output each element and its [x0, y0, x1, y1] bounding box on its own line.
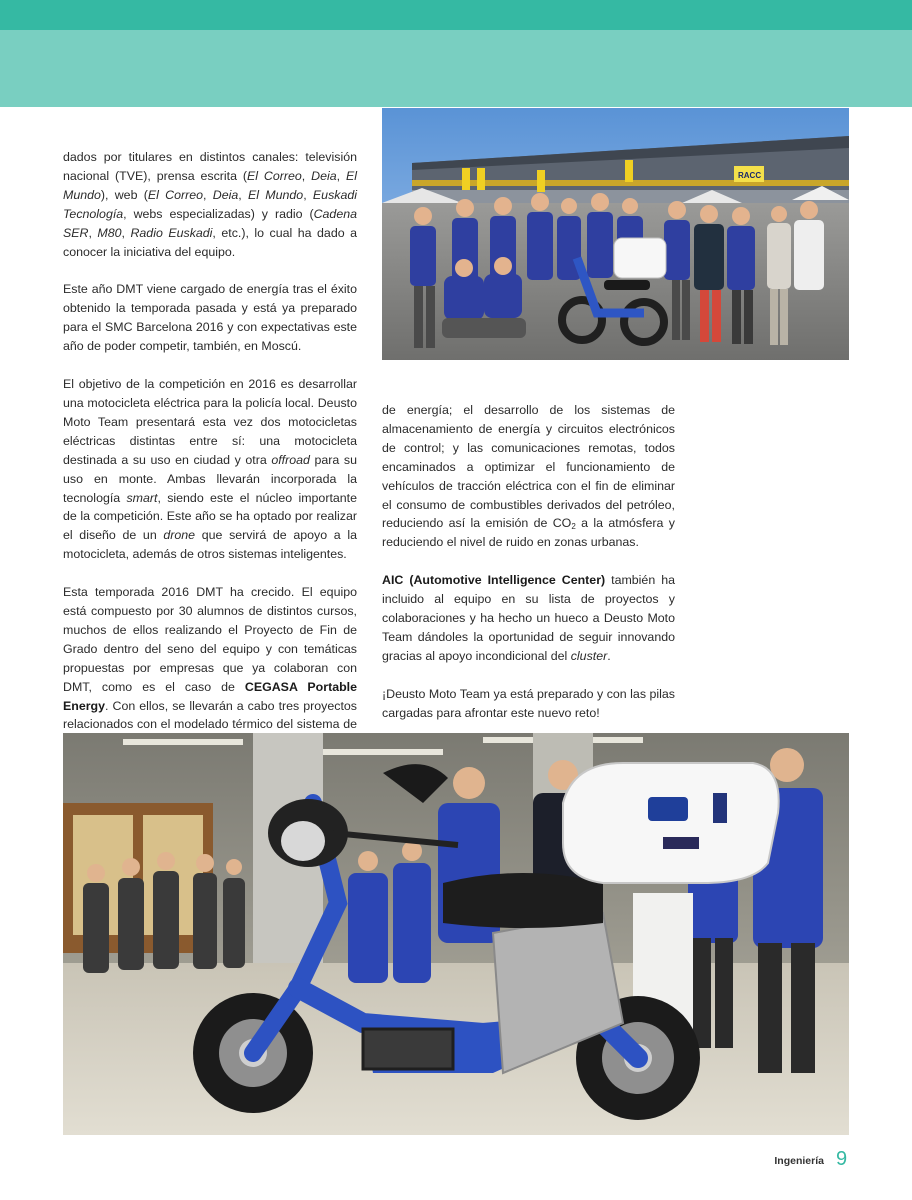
text-span: , webs especializadas) y radio (	[123, 206, 314, 221]
text-span: también ha incluido al equipo en su lista de proyectos y colaboraciones y ha hecho un hueco a Deusto Moto Team dándoles la oportunidad de seguir innovando gracias al apoyo incondicional del	[382, 573, 675, 663]
italic-span: cluster	[570, 648, 608, 663]
text-span: ,	[303, 187, 313, 202]
text-span: .	[607, 648, 611, 663]
italic-span: Deia	[311, 168, 337, 183]
right-paragraph-closing: ¡Deusto Moto Team ya está preparado y con las pilas cargadas para afrontar este nuevo reto!	[382, 686, 675, 720]
left-text-column	[63, 148, 357, 753]
text-span: dados por titulares en distintos canales: televisión nacional (TVE), prensa escrita (	[63, 150, 357, 183]
text-span: para su uso en monte. Ambas llevarán incorporada la tecnología	[63, 452, 357, 505]
header-band	[0, 30, 912, 107]
text-span: , etc.), lo cual ha dado a conocer la iniciativa del equipo.	[63, 225, 357, 259]
italic-span: smart	[126, 490, 158, 505]
text-span: ), web (	[100, 187, 148, 202]
text-span: ,	[203, 187, 213, 202]
italic-span: Radio Euskadi	[130, 225, 213, 240]
text-span: de energía; el desarrollo de los sistemas de almacenamiento de energía y circuitos electrónicos de control; y las comunicaciones remotas, todos encaminados a optimizar el funcionamiento de vehículos de tracción eléctrica con el fin de eliminar el consumo de combustibles derivados del petróleo, reduciendo así la emisión de CO	[382, 403, 675, 531]
italic-span: drone	[163, 528, 196, 543]
bold-span: AIC (Automotive Intelligence Center)	[382, 573, 606, 588]
team-photo	[382, 108, 849, 360]
text-span: . Con ellos, se llevarán a cabo tres proyectos relacionados con el modelado térmico del sistema de	[63, 698, 357, 732]
right-paragraph-aic	[382, 571, 675, 666]
team-photo-illustration	[382, 108, 849, 360]
text-span: ,	[88, 225, 98, 240]
page-number: 9	[836, 1148, 848, 1170]
text-span: ,	[238, 187, 248, 202]
footer-section-label: Ingeniería	[774, 1155, 824, 1167]
racc-banner-text: RACC	[738, 171, 762, 180]
italic-span: Cadena SER	[63, 206, 357, 240]
text-span: que servirá de apoyo a la motocicleta, además de otros sistemas inteligentes.	[63, 528, 357, 562]
text-span: ,	[301, 168, 312, 183]
motorcycle-photo-illustration	[63, 733, 849, 1135]
italic-span: Deia	[212, 187, 239, 202]
bold-span: CEGASA Portable Energy	[63, 679, 357, 713]
right-text-column	[382, 401, 675, 723]
italic-span: M80	[97, 225, 122, 240]
left-paragraph-objective	[63, 375, 357, 564]
text-span: a la atmósfera y reduciendo el nivel de ruido en zonas urbanas.	[382, 516, 675, 550]
left-paragraph-team	[63, 583, 357, 753]
italic-span: Euskadi Tecnología	[63, 187, 358, 221]
italic-span: El Mundo	[63, 168, 357, 202]
text-span: El objetivo de la competición en 2016 es desarrollar una motocicleta eléctrica para la policía local. Deusto Moto Team presentará esta vez dos motocicletas eléctricas distintas entre sí: una motocicleta destinada a su uso en ciudad y otra	[63, 377, 357, 467]
text-span: , siendo este el núcleo importante de la competición. Este año se ha optado por realizar el diseño de un	[63, 490, 357, 543]
subscript: 2	[571, 522, 576, 532]
text-span: Esta temporada 2016 DMT ha crecido. El equipo está compuesto por 30 alumnos de distintos cursos, muchos de ellos realizando el Proyecto de Fin de Grado dentro del seno del equipo y con temáticas propuestas por empresas que ya colaboran con DMT, como es el caso de	[63, 585, 357, 694]
left-paragraph-media	[63, 148, 357, 261]
italic-span: El Correo	[247, 168, 302, 183]
text-span: ,	[336, 168, 346, 183]
italic-span: offroad	[271, 452, 310, 467]
right-paragraph-projects	[382, 401, 675, 552]
header-top-strip	[0, 0, 912, 30]
italic-span: El Correo	[147, 187, 204, 202]
text-span: ,	[121, 225, 131, 240]
italic-span: El Mundo	[248, 187, 304, 202]
motorcycle-photo	[63, 733, 849, 1135]
left-paragraph-season: Este año DMT viene cargado de energía tras el éxito obtenido la temporada pasada y está ya preparado para el SMC Barcelona 2016 y con expectativas este año de poder competir, también, en Moscú.	[63, 282, 357, 354]
